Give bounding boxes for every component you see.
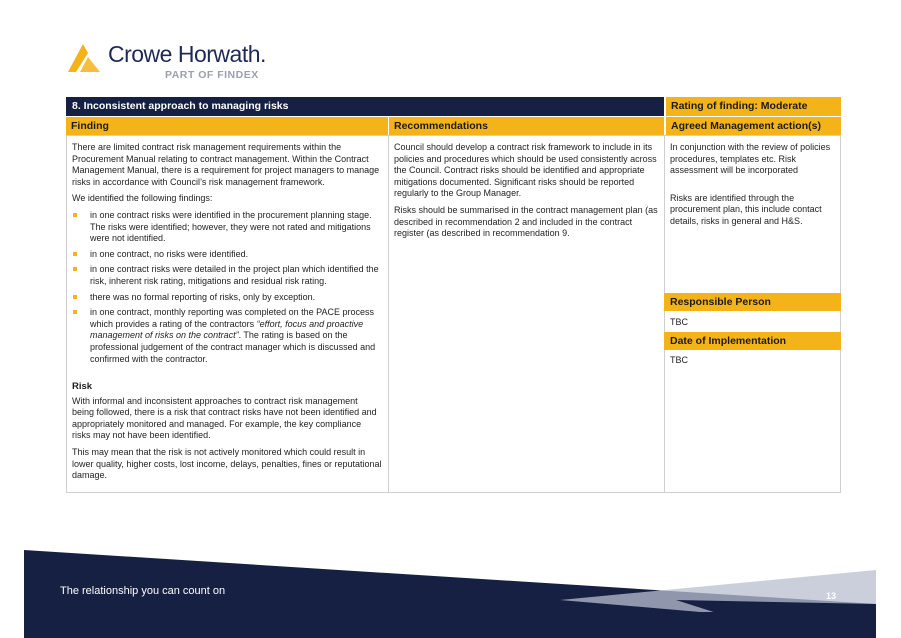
date-of-implementation-value: TBC [670,355,688,365]
logo-name: Crowe Horwath. [108,41,266,67]
pace-quote: “effort, focus and proactive management of risks on the contract” [90,318,364,341]
page-number: 13 [826,591,837,601]
finding-lead: We identified the following findings: [72,193,213,204]
finding-table [66,97,841,493]
finding-title: 8. Inconsistent approach to managing risks [66,97,664,116]
rating-of-finding: Rating of finding: Moderate [666,97,841,116]
risk-paragraph-2: This may mean that the risk is not actively monitored which could result in lower quality, higher costs, lost income, delays, penalties, fines or reputational damage. [72,447,382,481]
agreed-paragraph-1: In conjunction with the review of policies procedures, templates etc. Risk assessment will be incorporated [670,142,831,176]
finding-bullet-pace [72,307,382,365]
finding-intro: There are limited contract risk management requirements within the Procurement Manual relating to contract management. Within the Contract Management Manual, there is a requirement for project managers to manage risks in accordance with Council’s risk management framework. [72,142,380,187]
header-recommendations: Recommendations [389,117,664,135]
finding-bullet: in one contract, no risks were identified. [72,249,382,261]
pace-text-post: . The rating is based on the professional judgement of the contract manager which is discussed and confirmed with the contractor. [90,330,376,364]
risk-heading: Risk [72,381,93,393]
responsible-person-value: TBC [670,317,688,327]
agreed-paragraph-2: Risks are identified through the procurement plan, this include contact details, risks in general and H&S. [670,192,822,226]
responsible-person-header: Responsible Person [664,293,841,311]
finding-bullet-list [72,210,382,365]
crowe-horwath-logo [66,38,266,82]
finding-bullet: there was no formal reporting of risks, only by exception. [72,292,382,304]
recommendation-paragraph-2: Risks should be summarised in the contract management plan (as described in recommendation 2 and included in the contract register (as described in recommendation 9. [394,204,658,239]
logo-mark-icon [66,40,106,74]
header-finding: Finding [66,117,388,135]
recommendations-column [388,135,665,493]
date-of-implementation-header: Date of Implementation [664,332,841,350]
header-agreed-action: Agreed Management action(s) [666,117,841,135]
finding-bullet: in one contract risks were detailed in the project plan which identified the risk, inherent risk rating, mitigations and residual risk rating. [72,264,382,287]
agreed-actions [664,137,841,292]
recommendation-paragraph-1: Council should develop a contract risk framework to include in its policies and procedures which should be used consistently across the Council. Contract risks should be identified and appropriate mitigations documented. Significant risks should be reported regularly to the Group Manager. [394,142,657,199]
risk-paragraph-1: With informal and inconsistent approaches to contract risk management being followed, there is a risk that contract risks have not been identified and appropriately monitored and managed. For example, the key compliance risks may not have been identified. [72,395,377,441]
pace-text-pre: in one contract, monthly reporting was completed on the PACE process which provides a rating of the contractors [90,307,374,329]
finding-bullet: in one contract risks were identified in the procurement planning stage. The risks were identified; however, they were not rated and mitigations were not identified. [72,210,382,245]
footer-tagline: The relationship you can count on [60,585,226,597]
logo-subtitle: PART OF FINDEX [165,69,259,81]
finding-column [66,135,389,493]
